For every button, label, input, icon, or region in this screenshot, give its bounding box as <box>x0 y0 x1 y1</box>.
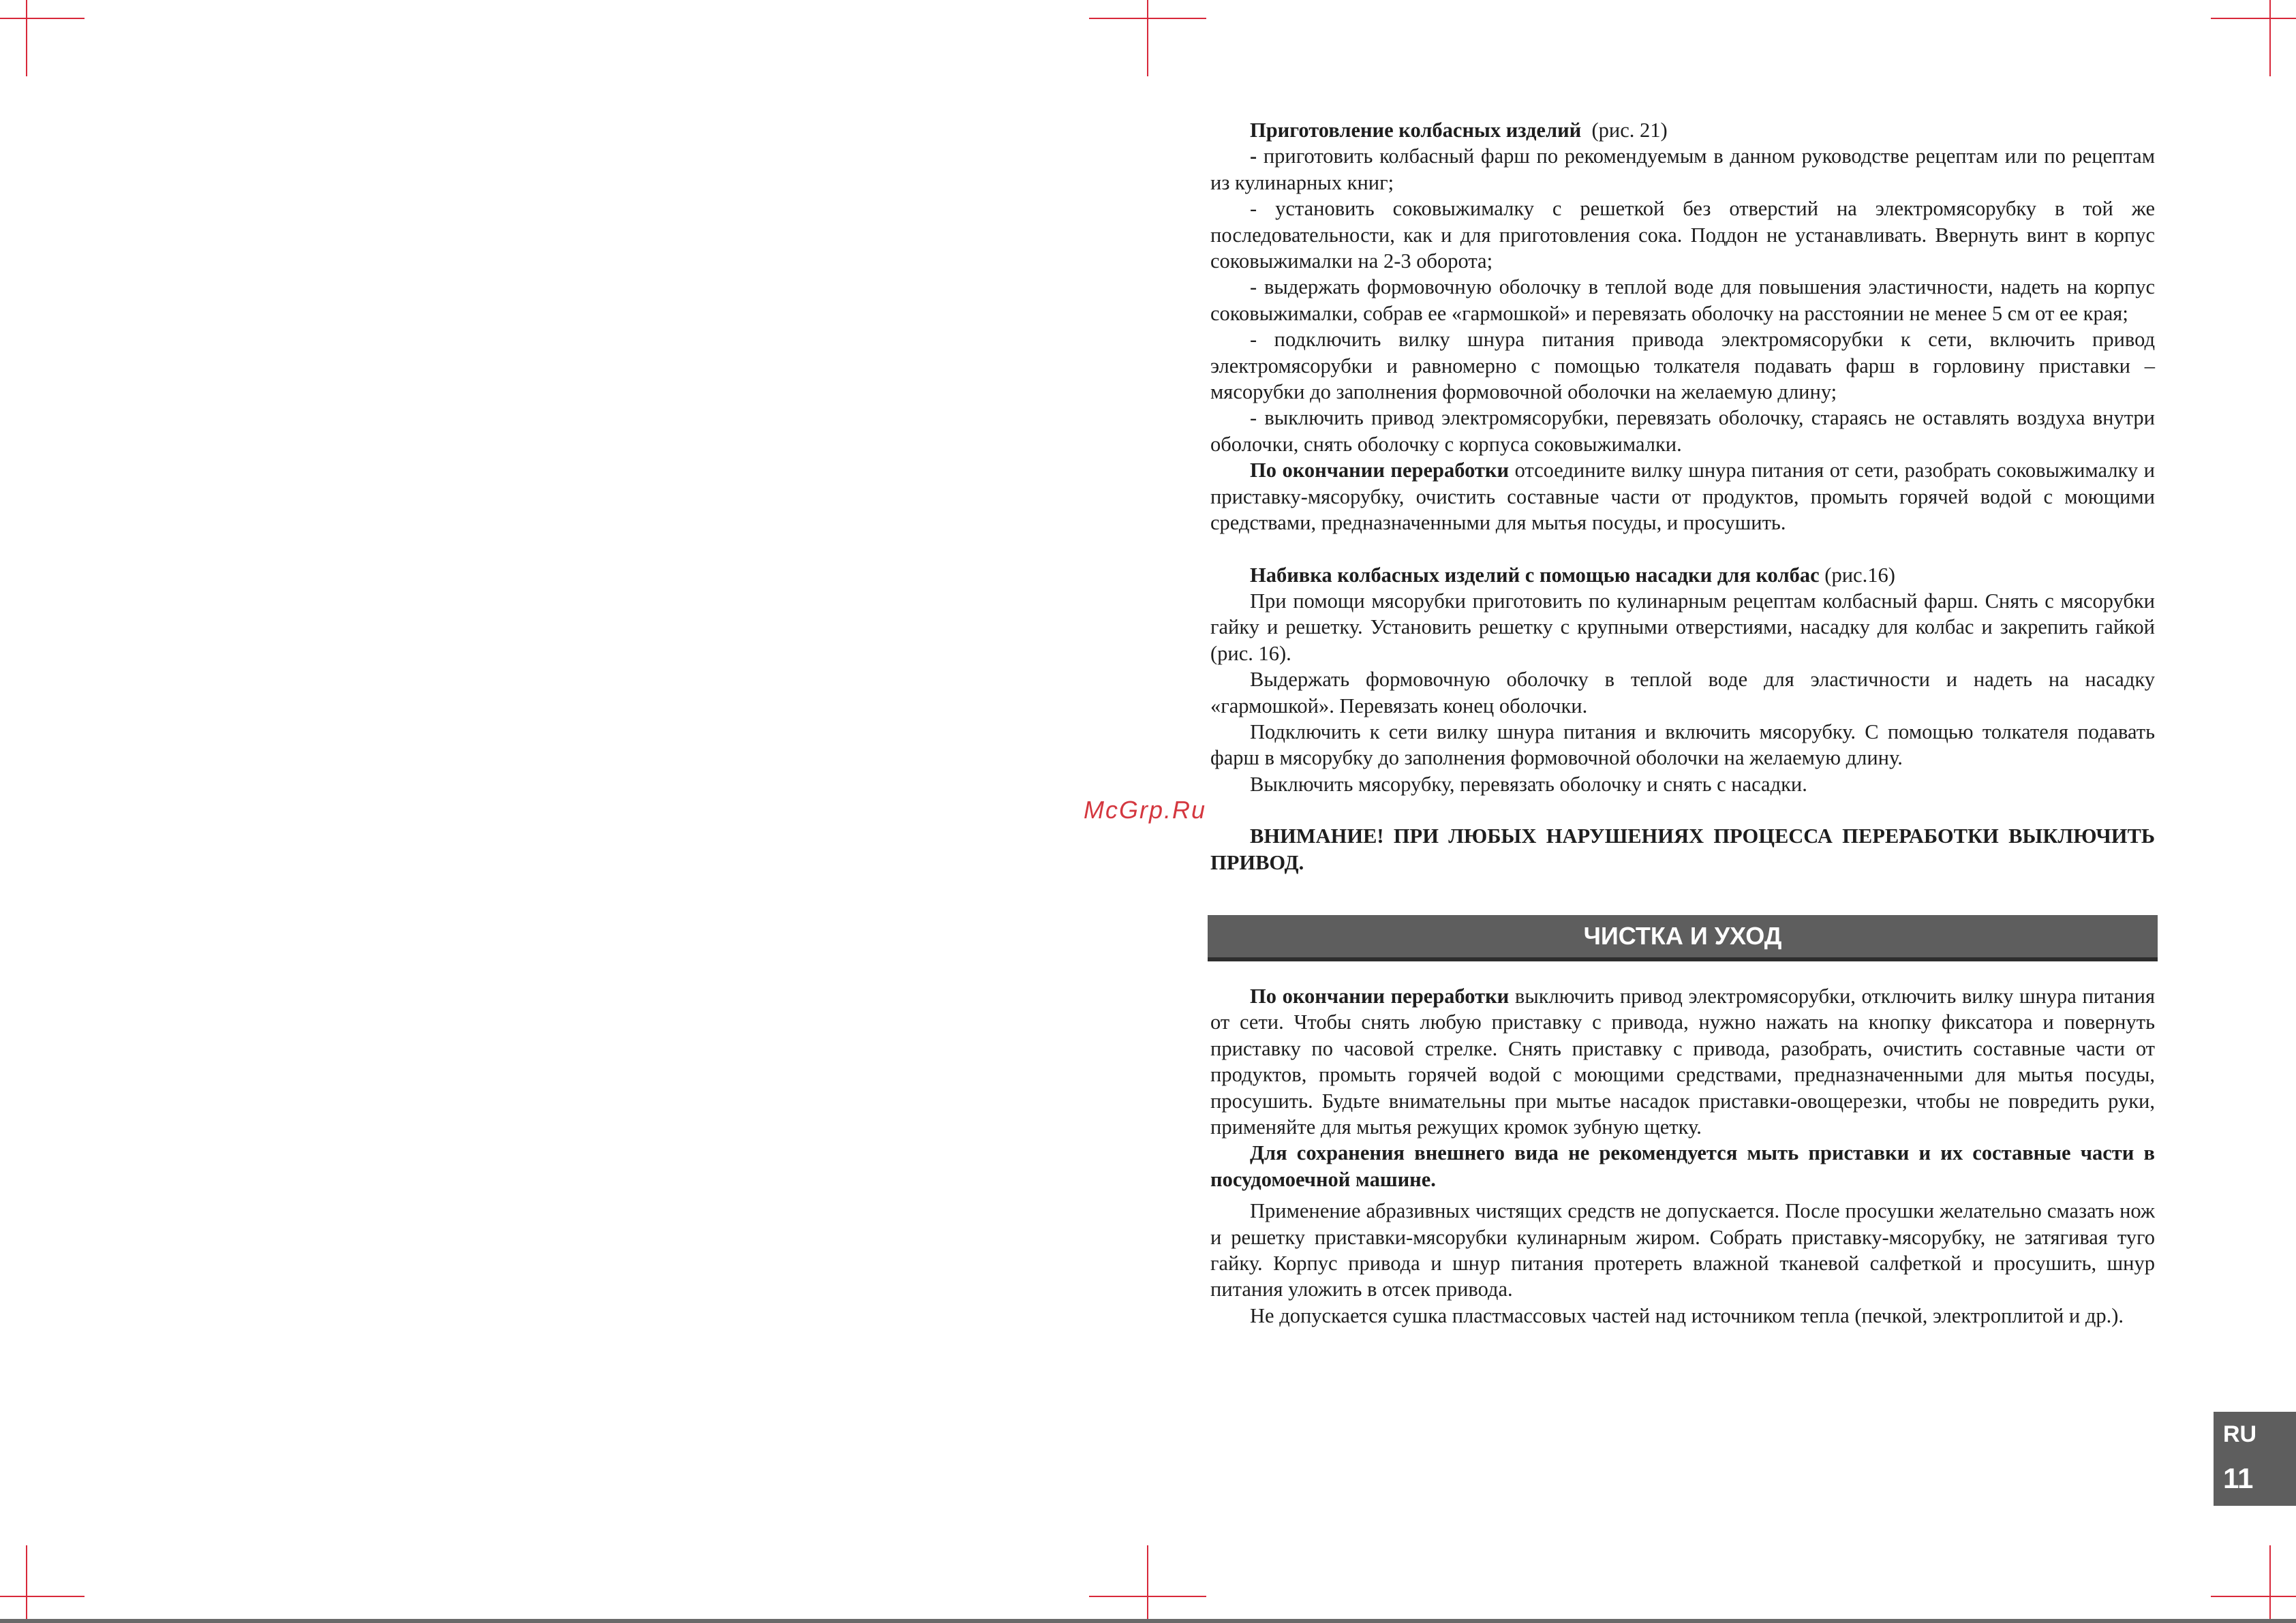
paragraph: Применение абразивных чистящих средств не допускается. После просушки желательно смазать нож и решетку приставки-мясорубки кулинарным жиром. Собрать приставку-мясорубку, не затягивая туго гайку. Корпус привода и шнур питания протереть влажной тканевой салфеткой и просушить, шнур питания уложить в отсек привода. <box>1210 1199 2155 1301</box>
paragraph: - выключить привод электромясорубки, перевязать оболочку, стараясь не оставлять воздуха внутри оболочки, снять оболочку с корпуса соковыжималки. <box>1210 406 2155 456</box>
spacer <box>1210 536 2155 562</box>
warning-text <box>1210 823 2155 876</box>
crop-mark <box>26 1545 27 1619</box>
bold-lead: По окончании переработки <box>1250 984 1510 1008</box>
heading-text: Приготовление колбасных изделий <box>1250 119 1582 142</box>
crop-mark <box>2211 1596 2296 1597</box>
paragraph: - выдержать формовочную оболочку в теплой воде для повышения эластичности, надеть на корпус соковыжималки, собрав ее «гармошкой» и перевязать оболочку на расстоянии не менее 5 см от ее края; <box>1210 275 2155 325</box>
dash: - <box>1250 144 1257 168</box>
crop-mark <box>0 18 85 19</box>
paragraph: - установить соковыжималку с решеткой без отверстий на электромясорубку в той же последовательности, как и для приготовления сока. Поддон не устанавливать. Ввернуть винт в корпус соковыжималки на 2-3 оборота; <box>1210 197 2155 273</box>
language-label: RU <box>2223 1421 2257 1447</box>
figure-ref: (рис.16) <box>1824 563 1895 587</box>
crop-mark <box>1147 0 1148 76</box>
crop-mark <box>26 0 27 76</box>
bold-lead: По окончании переработки <box>1250 459 1510 482</box>
paragraph: Выдержать формовочную оболочку в теплой воде для эластичности и надеть на насадку «гармошкой». Перевязать конец оболочки. <box>1210 668 2155 717</box>
spacer <box>1210 797 2155 823</box>
paragraph-text: выключить привод электромясорубки, отключить вилку шнура питания от сети. Чтобы снять любую приставку с привода, нужно нажать на кнопку фиксатора и повернуть приставку по часовой стрелке. Снять приставку с привода, разобрать, очистить составные части от продуктов, промыть горячей водой с моющими средствами, предназначенными для мытья посуды, просушить. Будьте внимательны при мытье насадок приставки-овощерезки, чтобы не повредить руки, применяйте для мытья режущих кромок зубную щетку. <box>1210 984 2155 1139</box>
spacer <box>1210 957 2155 983</box>
spacer <box>1210 1192 2155 1198</box>
bold-text: Для сохранения внешнего вида не рекомендуется мыть приставки и их составные части в посудомоечной машине. <box>1210 1141 2155 1191</box>
paragraph: Выключить мясорубку, перевязать оболочку и снять с насадки. <box>1250 772 1807 796</box>
page-number: 11 <box>2223 1462 2254 1494</box>
paragraph-text: отсоедините вилку шнура питания от сети, разобрать соковыжималку и приставку-мясорубку, очистить составные части от продуктов, промыть горячей водой с моющими средствами, предназначенными для мытья посуды, и просушить. <box>1210 459 2155 535</box>
paragraph-bold <box>1210 1140 2155 1192</box>
figure-ref: (рис. 21) <box>1591 119 1668 142</box>
crop-mark <box>0 1596 85 1597</box>
paragraph: При помощи мясорубки приготовить по кулинарным рецептам колбасный фарш. Снять с мясорубки гайку и решетку. Установить решетку с крупными отверстиями, насадку для колбас и закрепить гайкой (рис. 16). <box>1210 589 2155 665</box>
paragraph: Подключить к сети вилку шнура питания и включить мясорубку. С помощью толкателя подавать фарш в мясорубку до заполнения формовочной оболочки на желаемую длину. <box>1210 720 2155 770</box>
spacer <box>1210 901 2155 915</box>
paragraph: - подключить вилку шнура питания привода электромясорубки к сети, включить привод электромясорубки и равномерно с помощью толкателя подавать фарш в горловину приставки – мясорубки до заполнения формовочной оболочки на желаемую длину; <box>1210 328 2155 404</box>
crop-mark <box>1147 1545 1148 1619</box>
section-heading-cleaning: ЧИСТКА И УХОД <box>1208 915 2158 957</box>
paragraph <box>1210 983 2155 1140</box>
heading-text: Набивка колбасных изделий с помощью насадки для колбас <box>1250 563 1820 587</box>
paragraph-text: приготовить колбасный фарш по рекомендуемым в данном руководстве рецептам или по рецептам из кулинарных книг; <box>1210 144 2156 194</box>
section-heading-stuffing <box>1210 562 2155 588</box>
section-heading-sausage <box>1210 117 2155 143</box>
paragraph: Не допускается сушка пластмассовых частей над источником тепла (печкой, электроплитой и др.). <box>1250 1303 2124 1327</box>
paragraph <box>1210 457 2155 536</box>
watermark: McGrp.Ru <box>1084 796 1207 824</box>
page-content <box>1210 117 2155 1329</box>
page-bottom-edge <box>0 1619 2296 1623</box>
page-number-tab <box>2214 1412 2296 1506</box>
warning-bold: ВНИМАНИЕ! ПРИ ЛЮБЫХ НАРУШЕНИЯХ ПРОЦЕССА ПЕРЕРАБОТКИ ВЫКЛЮЧИТЬ ПРИВОД. <box>1210 824 2155 874</box>
crop-mark <box>2269 1545 2271 1619</box>
crop-mark <box>2211 18 2296 19</box>
crop-mark <box>2269 0 2271 76</box>
spacer <box>1210 876 2155 901</box>
paragraph <box>1210 143 2155 196</box>
